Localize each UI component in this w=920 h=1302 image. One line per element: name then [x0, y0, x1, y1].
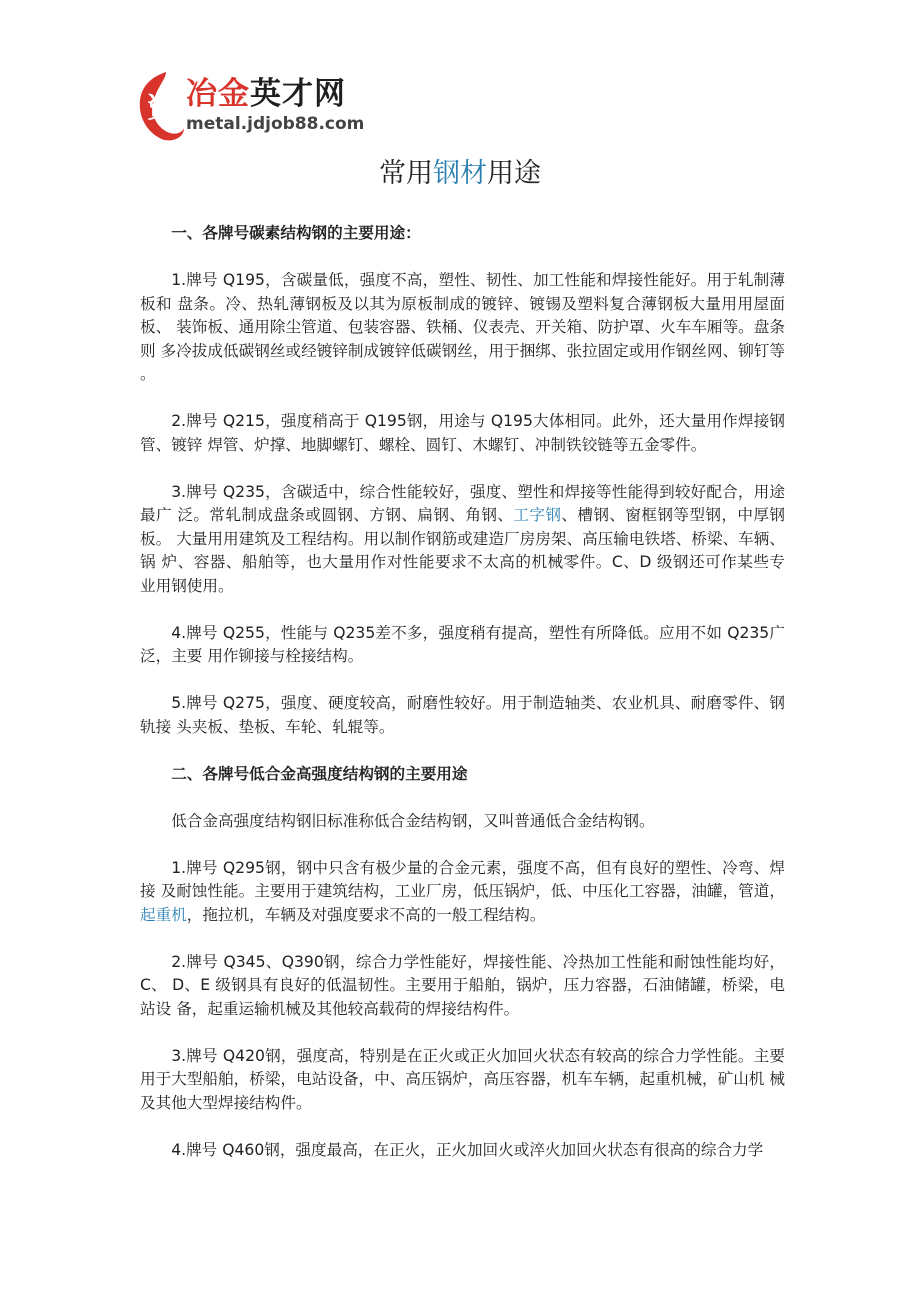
paragraph-q235	[140, 481, 785, 599]
paragraph-q295-part2: ，拖拉机，车辆及对强度要求不高的一般工程结构。	[186, 905, 546, 924]
paragraph-q295	[140, 857, 785, 928]
paragraph-q235-part1: 3.牌号 Q235，含碳适中，综合性能较好，强度、塑性和焊接等性能得到较好配合，用途最广 泛。常轧制成盘条或圆钢、方钢、扁钢、角钢、	[140, 482, 785, 524]
site-logo[interactable]	[136, 66, 396, 146]
paragraph-q295-part1: 1.牌号 Q295钢，钢中只含有极少量的合金元素，强度不高，但有良好的塑性、冷弯、焊接 及耐蚀性能。主要用于建筑结构，工业厂房，低压锅炉，低、中压化工容器，油罐，管道，	[140, 858, 785, 900]
page-title	[0, 154, 920, 194]
link-qizhongji[interactable]: 起重机	[140, 905, 187, 924]
link-gongzigang[interactable]: 工字钢	[513, 506, 562, 524]
paragraph-q215: 2.牌号 Q215，强度稍高于 Q195钢，用途与 Q195大体相同。此外，还大量用作焊接钢管、镀锌 焊管、炉撑、地脚螺钉、螺栓、圆钉、木螺钉、冲制铁铰链等五金零件。	[140, 412, 785, 454]
paragraph-intro-low-alloy: 低合金高强度结构钢旧标准称低合金结构钢，又叫普通低合金结构钢。	[171, 811, 655, 830]
logo-mark-icon	[136, 70, 186, 142]
paragraph-q255: 4.牌号 Q255，性能与 Q235差不多，强度稍有提高，塑性有所降低。应用不如 Q235广泛，主要 用作铆接与栓接结构。	[140, 623, 785, 665]
section-heading-1: 一、各牌号碳素结构钢的主要用途：	[171, 224, 421, 242]
article-body	[140, 222, 785, 1186]
logo-url: metal.jdjob88.com	[186, 114, 365, 134]
title-link-gangcai[interactable]: 钢材	[433, 158, 487, 189]
logo-name-black: 英才网	[250, 76, 346, 112]
paragraph-q195: 1.牌号 Q195，含碳量低，强度不高，塑性、韧性、加工性能和焊接性能好。用于轧制薄板和 盘条。冷、热轧薄钢板及以其为原板制成的镀锌、镀锡及塑料复合薄钢板大量用用屋面板、 装饰板、通用除尘管道、包装容器、铁桶、仪表壳、开关箱、防护罩、火车车厢等。盘条则 多冷拔成低碳钢丝或经镀锌制成镀锌低碳钢丝，用于捆绑、张拉固定或用作钢丝网、铆钉等 。	[140, 271, 785, 383]
paragraph-q275: 5.牌号 Q275，强度、硬度较高，耐磨性较好。用于制造轴类、农业机具、耐磨零件、钢轨接 头夹板、垫板、车轮、轧辊等。	[140, 694, 785, 736]
paragraph-q460: 4.牌号 Q460钢，强度最高，在正火，正火加回火或淬火加回火状态有很高的综合力学	[171, 1140, 764, 1159]
title-post: 用途	[487, 158, 541, 189]
logo-name	[186, 74, 346, 114]
paragraph-q235-part2: 、槽钢、窗框钢等型钢，中厚钢板。 大量用用建筑及工程结构。用以制作钢筋或建造厂房房架、高压输电铁塔、桥梁、车辆、锅 炉、容器、船舶等，也大量用作对性能要求不太高的机械零件。C、D 级钢还可作某些专 业用钢使用。	[140, 506, 785, 595]
logo-mark-glyph: 资	[146, 91, 176, 124]
logo-name-red: 冶金	[186, 76, 250, 112]
paragraph-q420: 3.牌号 Q420钢，强度高，特别是在正火或正火加回火状态有较高的综合力学性能。主要 用于大型船舶，桥梁，电站设备，中、高压锅炉，高压容器，机车车辆，起重机械，矿山机 械及其他大型焊接结构件。	[140, 1046, 785, 1112]
section-heading-2: 二、各牌号低合金高强度结构钢的主要用途	[171, 764, 468, 783]
paragraph-q345-q390: 2.牌号 Q345、Q390钢，综合力学性能好，焊接性能、冷热加工性能和耐蚀性能均好，C、 D、E 级钢具有良好的低温韧性。主要用于船舶，锅炉，压力容器，石油储罐，桥梁，电站设 备，起重运输机械及其他较高载荷的焊接结构件。	[140, 952, 785, 1018]
title-pre: 常用	[379, 158, 433, 189]
